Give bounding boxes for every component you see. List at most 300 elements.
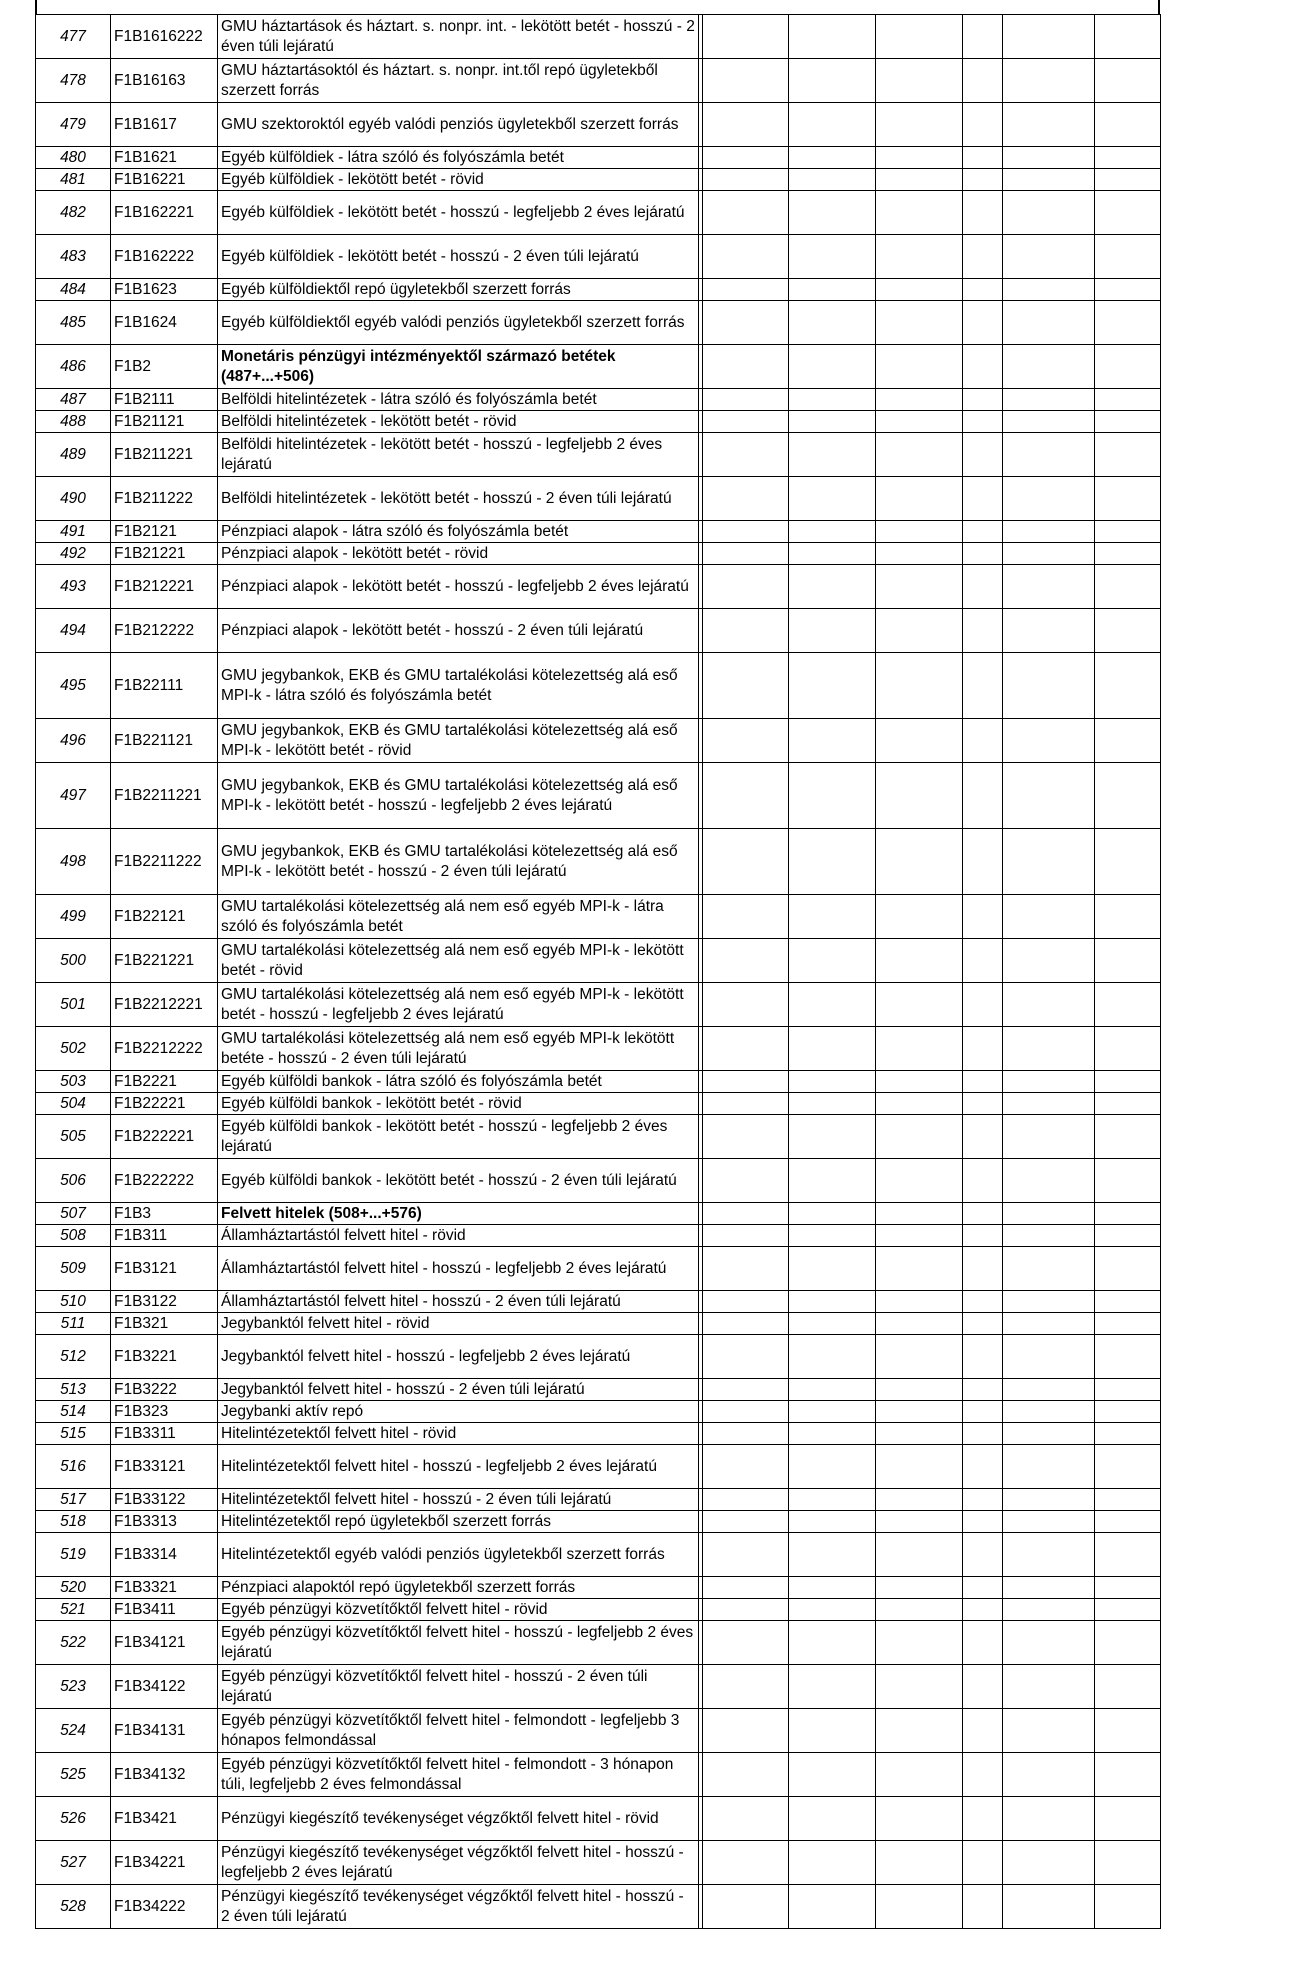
row-description: Monetáris pénzügyi intézményektől származó betétek (487+...+506) xyxy=(218,345,699,389)
value-cell xyxy=(1003,1159,1095,1203)
value-cell xyxy=(876,543,963,565)
row-description: Pénzügyi kiegészítő tevékenységet végzőktől felvett hitel - rövid xyxy=(218,1797,699,1841)
row-number: 516 xyxy=(36,1445,111,1489)
row-description: Pénzügyi kiegészítő tevékenységet végzőktől felvett hitel - hosszú - 2 éven túli lejáratú xyxy=(218,1885,699,1929)
row-code: F1B21221 xyxy=(111,543,218,565)
value-cell xyxy=(876,147,963,169)
value-cell xyxy=(1095,169,1161,191)
value-cell xyxy=(963,235,1003,279)
table-row xyxy=(36,1489,1161,1511)
value-cell xyxy=(703,1841,789,1885)
value-cell xyxy=(963,895,1003,939)
row-number: 494 xyxy=(36,609,111,653)
value-cell xyxy=(876,1599,963,1621)
row-description: Belföldi hitelintézetek - lekötött betét - hosszú - 2 éven túli lejáratú xyxy=(218,477,699,521)
row-number: 505 xyxy=(36,1115,111,1159)
row-code: F1B3311 xyxy=(111,1423,218,1445)
value-cell xyxy=(963,103,1003,147)
value-cell xyxy=(703,169,789,191)
row-code: F1B33121 xyxy=(111,1445,218,1489)
row-number: 506 xyxy=(36,1159,111,1203)
row-number: 521 xyxy=(36,1599,111,1621)
value-cell xyxy=(789,169,876,191)
value-cell xyxy=(963,1489,1003,1511)
row-code: F1B1624 xyxy=(111,301,218,345)
row-description: Egyéb pénzügyi közvetítőktől felvett hitel - felmondott - 3 hónapon túli, legfeljebb 2 éves felmondással xyxy=(218,1753,699,1797)
value-cell xyxy=(963,1533,1003,1577)
row-number: 490 xyxy=(36,477,111,521)
value-cell xyxy=(1003,191,1095,235)
value-cell xyxy=(963,301,1003,345)
value-cell xyxy=(703,1115,789,1159)
value-cell xyxy=(1003,1445,1095,1489)
value-cell xyxy=(1095,543,1161,565)
value-cell xyxy=(876,15,963,59)
value-cell xyxy=(1095,1093,1161,1115)
row-description: Egyéb külföldiektől repó ügyletekből szerzett forrás xyxy=(218,279,699,301)
row-number: 501 xyxy=(36,983,111,1027)
row-number: 492 xyxy=(36,543,111,565)
row-number: 504 xyxy=(36,1093,111,1115)
value-cell xyxy=(1003,565,1095,609)
value-cell xyxy=(1095,609,1161,653)
value-cell xyxy=(789,939,876,983)
row-number: 498 xyxy=(36,829,111,895)
row-description: GMU jegybankok, EKB és GMU tartalékolási kötelezettség alá eső MPI-k - lekötött betét - rövid xyxy=(218,719,699,763)
value-cell xyxy=(876,1489,963,1511)
row-code: F1B2211221 xyxy=(111,763,218,829)
value-cell xyxy=(1095,15,1161,59)
table-row xyxy=(36,895,1161,939)
value-cell xyxy=(1095,1401,1161,1423)
value-cell xyxy=(963,565,1003,609)
value-cell xyxy=(789,15,876,59)
value-cell xyxy=(1003,1423,1095,1445)
row-description: Egyéb pénzügyi közvetítőktől felvett hitel - hosszú - 2 éven túli lejáratú xyxy=(218,1665,699,1709)
value-cell xyxy=(789,1577,876,1599)
value-cell xyxy=(876,1115,963,1159)
value-cell xyxy=(789,1753,876,1797)
value-cell xyxy=(876,1291,963,1313)
row-number: 508 xyxy=(36,1225,111,1247)
table-row xyxy=(36,653,1161,719)
value-cell xyxy=(1003,1621,1095,1665)
value-cell xyxy=(703,895,789,939)
value-cell xyxy=(703,609,789,653)
row-description: Államháztartástól felvett hitel - rövid xyxy=(218,1225,699,1247)
value-cell xyxy=(1003,15,1095,59)
value-cell xyxy=(1003,609,1095,653)
row-number: 503 xyxy=(36,1071,111,1093)
value-cell xyxy=(789,147,876,169)
value-cell xyxy=(876,1313,963,1335)
value-cell xyxy=(789,829,876,895)
value-cell xyxy=(703,939,789,983)
value-cell xyxy=(703,1489,789,1511)
row-description: Hitelintézetektől egyéb valódi penziós ügyletekből szerzett forrás xyxy=(218,1533,699,1577)
table-row xyxy=(36,147,1161,169)
value-cell xyxy=(1095,1665,1161,1709)
row-description: Hitelintézetektől felvett hitel - rövid xyxy=(218,1423,699,1445)
value-cell xyxy=(703,1401,789,1423)
value-cell xyxy=(703,653,789,719)
value-cell xyxy=(876,1533,963,1577)
value-cell xyxy=(876,169,963,191)
row-number: 482 xyxy=(36,191,111,235)
table-row xyxy=(36,345,1161,389)
value-cell xyxy=(963,983,1003,1027)
row-number: 487 xyxy=(36,389,111,411)
row-description: Pénzügyi kiegészítő tevékenységet végzőktől felvett hitel - hosszú - legfeljebb 2 éves lejáratú xyxy=(218,1841,699,1885)
table-row xyxy=(36,1577,1161,1599)
row-number: 493 xyxy=(36,565,111,609)
value-cell xyxy=(1003,279,1095,301)
value-cell xyxy=(963,1225,1003,1247)
value-cell xyxy=(703,235,789,279)
table-row xyxy=(36,1753,1161,1797)
table-row xyxy=(36,521,1161,543)
value-cell xyxy=(876,191,963,235)
value-cell xyxy=(876,1577,963,1599)
value-cell xyxy=(1095,235,1161,279)
value-cell xyxy=(963,1027,1003,1071)
row-code: F1B3221 xyxy=(111,1335,218,1379)
row-code: F1B33122 xyxy=(111,1489,218,1511)
row-description: Egyéb pénzügyi közvetítőktől felvett hitel - hosszú - legfeljebb 2 éves lejáratú xyxy=(218,1621,699,1665)
row-description: Hitelintézetektől repó ügyletekből szerzett forrás xyxy=(218,1511,699,1533)
value-cell xyxy=(1095,1599,1161,1621)
table-row xyxy=(36,59,1161,103)
table-row xyxy=(36,1665,1161,1709)
row-number: 478 xyxy=(36,59,111,103)
value-cell xyxy=(703,279,789,301)
table-row xyxy=(36,169,1161,191)
value-cell xyxy=(703,1291,789,1313)
value-cell xyxy=(963,59,1003,103)
table-row xyxy=(36,103,1161,147)
row-number: 527 xyxy=(36,1841,111,1885)
row-number: 526 xyxy=(36,1797,111,1841)
value-cell xyxy=(963,169,1003,191)
row-code: F1B16221 xyxy=(111,169,218,191)
row-description: Pénzpiaci alapok - lekötött betét - hosszú - 2 éven túli lejáratú xyxy=(218,609,699,653)
value-cell xyxy=(1003,1027,1095,1071)
value-cell xyxy=(963,653,1003,719)
value-cell xyxy=(789,1093,876,1115)
value-cell xyxy=(963,411,1003,433)
value-cell xyxy=(703,1313,789,1335)
row-description: GMU háztartásoktól és háztart. s. nonpr. int.től repó ügyletekből szerzett forrás xyxy=(218,59,699,103)
value-cell xyxy=(703,433,789,477)
row-number: 512 xyxy=(36,1335,111,1379)
value-cell xyxy=(1095,1225,1161,1247)
value-cell xyxy=(703,1027,789,1071)
value-cell xyxy=(789,301,876,345)
row-code: F1B2212221 xyxy=(111,983,218,1027)
value-cell xyxy=(1003,1885,1095,1929)
table-row xyxy=(36,1093,1161,1115)
value-cell xyxy=(876,1401,963,1423)
row-code: F1B2212222 xyxy=(111,1027,218,1071)
value-cell xyxy=(876,1445,963,1489)
value-cell xyxy=(703,1709,789,1753)
value-cell xyxy=(1095,301,1161,345)
value-cell xyxy=(963,1753,1003,1797)
value-cell xyxy=(1095,279,1161,301)
value-cell xyxy=(703,719,789,763)
value-cell xyxy=(789,1379,876,1401)
value-cell xyxy=(876,103,963,147)
value-cell xyxy=(789,1225,876,1247)
table-row xyxy=(36,829,1161,895)
row-number: 502 xyxy=(36,1027,111,1071)
value-cell xyxy=(1095,1797,1161,1841)
row-code: F1B3313 xyxy=(111,1511,218,1533)
table-row xyxy=(36,565,1161,609)
value-cell xyxy=(1095,565,1161,609)
value-cell xyxy=(1003,719,1095,763)
table-row xyxy=(36,389,1161,411)
value-cell xyxy=(789,1115,876,1159)
row-number: 517 xyxy=(36,1489,111,1511)
value-cell xyxy=(1095,1313,1161,1335)
value-cell xyxy=(876,1225,963,1247)
value-cell xyxy=(1003,1841,1095,1885)
value-cell xyxy=(1095,477,1161,521)
value-cell xyxy=(963,15,1003,59)
row-description: GMU tartalékolási kötelezettség alá nem eső egyéb MPI-k lekötött betéte - hosszú - 2 éven túli lejáratú xyxy=(218,1027,699,1071)
value-cell xyxy=(703,15,789,59)
value-cell xyxy=(963,829,1003,895)
table-row xyxy=(36,763,1161,829)
value-cell xyxy=(876,565,963,609)
value-cell xyxy=(1095,983,1161,1027)
row-description: Államháztartástól felvett hitel - hosszú - legfeljebb 2 éves lejáratú xyxy=(218,1247,699,1291)
value-cell xyxy=(1095,1577,1161,1599)
row-description: Államháztartástól felvett hitel - hosszú - 2 éven túli lejáratú xyxy=(218,1291,699,1313)
row-description: Pénzpiaci alapok - lekötött betét - rövid xyxy=(218,543,699,565)
value-cell xyxy=(1095,1027,1161,1071)
value-cell xyxy=(789,521,876,543)
row-number: 523 xyxy=(36,1665,111,1709)
value-cell xyxy=(789,1489,876,1511)
value-cell xyxy=(1003,1709,1095,1753)
value-cell xyxy=(1003,389,1095,411)
value-cell xyxy=(876,1885,963,1929)
value-cell xyxy=(963,1665,1003,1709)
row-code: F1B3222 xyxy=(111,1379,218,1401)
row-description: Jegybanktól felvett hitel - hosszú - legfeljebb 2 éves lejáratú xyxy=(218,1335,699,1379)
value-cell xyxy=(703,1599,789,1621)
value-cell xyxy=(703,983,789,1027)
value-cell xyxy=(703,565,789,609)
value-cell xyxy=(1003,1071,1095,1093)
value-cell xyxy=(703,1445,789,1489)
row-description: Belföldi hitelintézetek - lekötött betét - hosszú - legfeljebb 2 éves lejáratú xyxy=(218,433,699,477)
row-description: GMU jegybankok, EKB és GMU tartalékolási kötelezettség alá eső MPI-k - lekötött betét - hosszú - 2 éven túli lejáratú xyxy=(218,829,699,895)
value-cell xyxy=(1003,1577,1095,1599)
table-row xyxy=(36,543,1161,565)
value-cell xyxy=(1003,59,1095,103)
value-cell xyxy=(1003,1489,1095,1511)
value-cell xyxy=(703,543,789,565)
row-number: 510 xyxy=(36,1291,111,1313)
table-row xyxy=(36,477,1161,521)
value-cell xyxy=(963,191,1003,235)
row-number: 520 xyxy=(36,1577,111,1599)
row-code: F1B3421 xyxy=(111,1797,218,1841)
value-cell xyxy=(1003,1533,1095,1577)
value-cell xyxy=(703,521,789,543)
row-number: 509 xyxy=(36,1247,111,1291)
value-cell xyxy=(876,1093,963,1115)
row-code: F1B221221 xyxy=(111,939,218,983)
row-number: 514 xyxy=(36,1401,111,1423)
table-row xyxy=(36,1203,1161,1225)
row-description: Egyéb pénzügyi közvetítőktől felvett hitel - felmondott - legfeljebb 3 hónapos felmondással xyxy=(218,1709,699,1753)
value-cell xyxy=(703,345,789,389)
row-code: F1B162221 xyxy=(111,191,218,235)
value-cell xyxy=(789,543,876,565)
value-cell xyxy=(876,1071,963,1093)
value-cell xyxy=(1003,521,1095,543)
table-row xyxy=(36,191,1161,235)
value-cell xyxy=(1095,1335,1161,1379)
value-cell xyxy=(703,103,789,147)
value-cell xyxy=(876,301,963,345)
value-cell xyxy=(876,411,963,433)
value-cell xyxy=(703,411,789,433)
value-cell xyxy=(1095,1423,1161,1445)
row-description: Jegybanki aktív repó xyxy=(218,1401,699,1423)
value-cell xyxy=(789,191,876,235)
value-cell xyxy=(703,1885,789,1929)
value-cell xyxy=(876,609,963,653)
row-description: Egyéb külföldiek - látra szóló és folyószámla betét xyxy=(218,147,699,169)
table-row xyxy=(36,939,1161,983)
table-row xyxy=(36,1841,1161,1885)
value-cell xyxy=(1003,763,1095,829)
table-row xyxy=(36,1423,1161,1445)
value-cell xyxy=(789,1401,876,1423)
value-cell xyxy=(963,1115,1003,1159)
row-description: Hitelintézetektől felvett hitel - hosszú - 2 éven túli lejáratú xyxy=(218,1489,699,1511)
value-cell xyxy=(963,521,1003,543)
value-cell xyxy=(789,1071,876,1093)
value-cell xyxy=(703,1753,789,1797)
row-number: 497 xyxy=(36,763,111,829)
table-row xyxy=(36,301,1161,345)
value-cell xyxy=(789,279,876,301)
row-number: 477 xyxy=(36,15,111,59)
row-code: F1B16163 xyxy=(111,59,218,103)
row-number: 522 xyxy=(36,1621,111,1665)
value-cell xyxy=(1003,147,1095,169)
value-cell xyxy=(1003,653,1095,719)
row-code: F1B34122 xyxy=(111,1665,218,1709)
table-row xyxy=(36,1401,1161,1423)
value-cell xyxy=(703,301,789,345)
table-row xyxy=(36,1159,1161,1203)
row-description: GMU tartalékolási kötelezettség alá nem eső egyéb MPI-k - lekötött betét - hosszú - legfeljebb 2 éves lejáratú xyxy=(218,983,699,1027)
value-cell xyxy=(963,1445,1003,1489)
value-cell xyxy=(876,939,963,983)
row-number: 483 xyxy=(36,235,111,279)
value-cell xyxy=(963,719,1003,763)
value-cell xyxy=(1003,1115,1095,1159)
value-cell xyxy=(963,147,1003,169)
value-cell xyxy=(876,477,963,521)
table-row xyxy=(36,279,1161,301)
value-cell xyxy=(703,1511,789,1533)
value-cell xyxy=(789,609,876,653)
value-cell xyxy=(876,1797,963,1841)
value-cell xyxy=(1095,1533,1161,1577)
value-cell xyxy=(1003,939,1095,983)
value-cell xyxy=(703,1423,789,1445)
value-cell xyxy=(963,433,1003,477)
value-cell xyxy=(1095,1511,1161,1533)
row-code: F1B3121 xyxy=(111,1247,218,1291)
row-number: 528 xyxy=(36,1885,111,1929)
row-number: 518 xyxy=(36,1511,111,1533)
value-cell xyxy=(789,1159,876,1203)
value-cell xyxy=(1003,543,1095,565)
table-row xyxy=(36,719,1161,763)
table-row xyxy=(36,1621,1161,1665)
value-cell xyxy=(876,983,963,1027)
row-code: F1B3314 xyxy=(111,1533,218,1577)
row-number: 480 xyxy=(36,147,111,169)
row-description: GMU jegybankok, EKB és GMU tartalékolási kötelezettség alá eső MPI-k - lekötött betét - hosszú - legfeljebb 2 éves lejáratú xyxy=(218,763,699,829)
row-description: Egyéb külföldiek - lekötött betét - rövid xyxy=(218,169,699,191)
row-code: F1B162222 xyxy=(111,235,218,279)
value-cell xyxy=(703,1225,789,1247)
value-cell xyxy=(963,1291,1003,1313)
row-description: Hitelintézetektől felvett hitel - hosszú - legfeljebb 2 éves lejáratú xyxy=(218,1445,699,1489)
table-row xyxy=(36,983,1161,1027)
value-cell xyxy=(703,1159,789,1203)
value-cell xyxy=(876,1203,963,1225)
value-cell xyxy=(963,1621,1003,1665)
value-cell xyxy=(1095,1709,1161,1753)
value-cell xyxy=(876,895,963,939)
value-cell xyxy=(876,279,963,301)
value-cell xyxy=(1003,411,1095,433)
value-cell xyxy=(789,565,876,609)
value-cell xyxy=(703,1379,789,1401)
row-number: 479 xyxy=(36,103,111,147)
value-cell xyxy=(703,1533,789,1577)
value-cell xyxy=(876,719,963,763)
value-cell xyxy=(1095,1489,1161,1511)
value-cell xyxy=(963,1401,1003,1423)
value-cell xyxy=(1003,477,1095,521)
value-cell xyxy=(1003,1093,1095,1115)
row-description: Egyéb külföldi bankok - látra szóló és folyószámla betét xyxy=(218,1071,699,1093)
value-cell xyxy=(703,389,789,411)
row-description: Jegybanktól felvett hitel - hosszú - 2 éven túli lejáratú xyxy=(218,1379,699,1401)
value-cell xyxy=(876,521,963,543)
value-cell xyxy=(963,1797,1003,1841)
row-description: Felvett hitelek (508+...+576) xyxy=(218,1203,699,1225)
value-cell xyxy=(963,1841,1003,1885)
row-description: Egyéb külföldi bankok - lekötött betét - hosszú - legfeljebb 2 éves lejáratú xyxy=(218,1115,699,1159)
value-cell xyxy=(963,1335,1003,1379)
row-code: F1B212222 xyxy=(111,609,218,653)
table-row xyxy=(36,1445,1161,1489)
value-cell xyxy=(876,345,963,389)
